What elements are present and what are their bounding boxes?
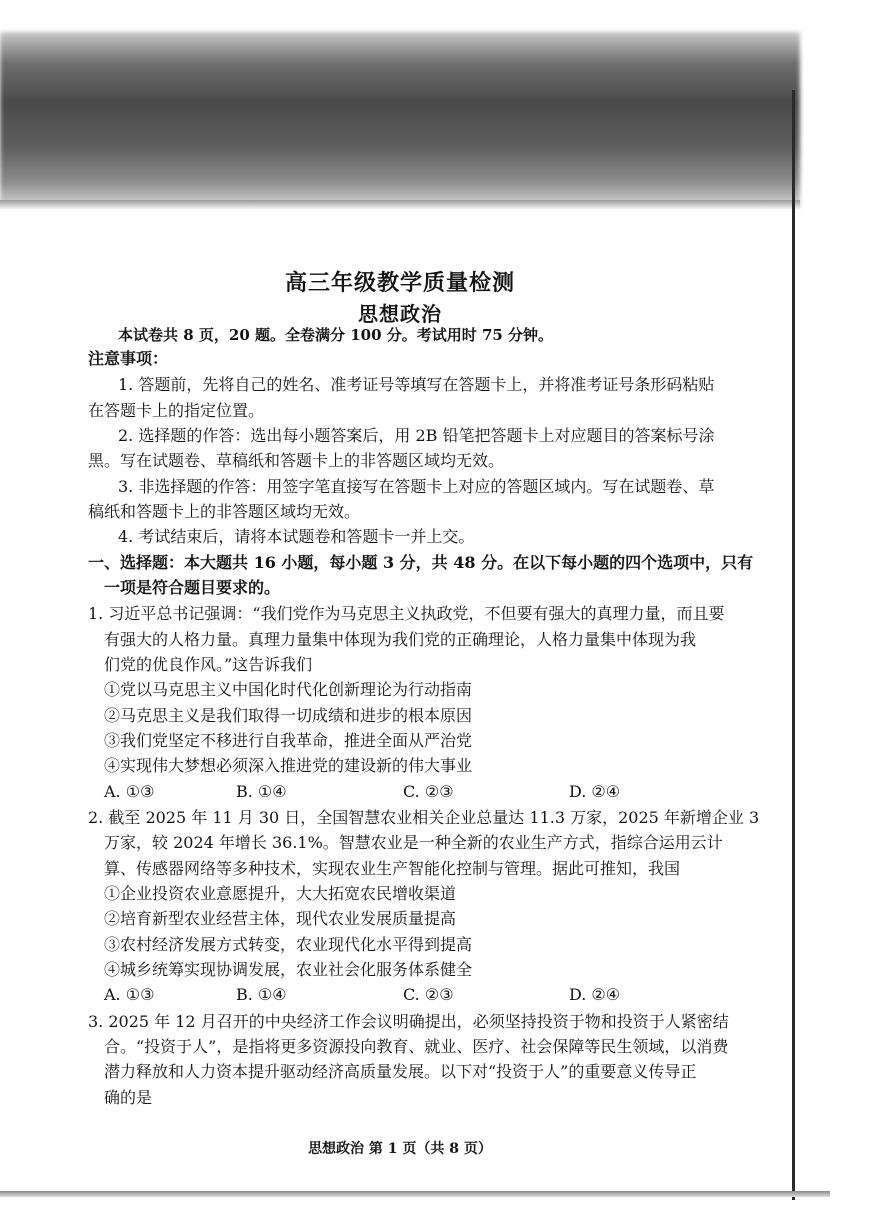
notice-item-2-line-2: 黑。写在试题卷、草稿纸和答题卡上的非答题区域均无效。 xyxy=(88,451,505,470)
q2-statement-2: ②培育新型农业经营主体，现代农业发展质量提高 xyxy=(104,909,457,928)
exam-intro: 本试卷共 8 页，20 题。全卷满分 100 分。考试用时 75 分钟。 xyxy=(118,326,554,344)
page-bottom-edge xyxy=(0,1191,830,1197)
exam-title: 高三年级教学质量检测 xyxy=(284,270,515,296)
q1-statement-2: ②马克思主义是我们取得一切成绩和进步的根本原因 xyxy=(104,706,473,725)
notice-heading: 注意事项： xyxy=(88,349,169,368)
q1-option-c: C. ②③ xyxy=(403,782,454,801)
q1-stem-line-1: 1. 习近平总书记强调：“我们党作为马克思主义执政党，不但要有强大的真理力量，而且要 xyxy=(88,604,725,623)
q2-option-b: B. ①④ xyxy=(236,985,287,1004)
page-footer: 思想政治 第 1 页（共 8 页） xyxy=(308,1141,492,1157)
notice-item-1-line-2: 在答题卡上的指定位置。 xyxy=(88,401,265,420)
q1-option-b: B. ①④ xyxy=(236,782,287,801)
q3-stem-line-4: 确的是 xyxy=(104,1088,153,1107)
q1-stem-line-3: 们党的优良作风。”这告诉我们 xyxy=(104,655,313,674)
section-1-heading-line-2: 一项是符合题目要求的。 xyxy=(104,578,281,597)
q1-statement-4: ④实现伟大梦想必须深入推进党的建设新的伟大事业 xyxy=(104,756,473,775)
q2-statement-1: ①企业投资农业意愿提升，大大拓宽农民增收渠道 xyxy=(104,884,457,903)
q3-stem-line-3: 潜力释放和人力资本提升驱动经济高质量发展。以下对“投资于人”的重要意义传导正 xyxy=(104,1062,697,1081)
q2-statement-3: ③农村经济发展方式转变，农业现代化水平得到提高 xyxy=(104,935,473,954)
q2-option-c: C. ②③ xyxy=(403,985,454,1004)
notice-item-3-line-1: 3. 非选择题的作答：用签字笔直接写在答题卡上对应的答题区域内。写在试题卷、草 xyxy=(118,477,715,496)
notice-item-1-line-1: 1. 答题前，先将自己的姓名、准考证号等填写在答题卡上，并将准考证号条形码粘贴 xyxy=(118,375,715,394)
q2-statement-4: ④城乡统筹实现协调发展，农业社会化服务体系健全 xyxy=(104,960,473,979)
q2-stem-line-3: 算、传感器网络等多种技术，实现农业生产智能化控制与管理。据此可推知，我国 xyxy=(104,859,681,878)
q1-stem-line-2: 有强大的人格力量。真理力量集中体现为我们党的正确理论，人格力量集中体现为我 xyxy=(104,630,697,649)
section-1-heading-line-1: 一、选择题：本大题共 16 小题，每小题 3 分，共 48 分。在以下每小题的四个选项中，只有 xyxy=(88,553,754,572)
q3-stem-line-2: 合。“投资于人”，是指将更多资源投向教育、就业、医疗、社会保障等民生领域，以消费 xyxy=(104,1037,729,1056)
notice-item-2-line-1: 2. 选择题的作答：选出每小题答案后，用 2B 铅笔把答题卡上对应题目的答案标号涂 xyxy=(118,426,715,445)
q2-option-a: A. ①③ xyxy=(104,985,155,1004)
q3-stem-line-1: 3. 2025 年 12 月召开的中央经济工作会议明确提出，必须坚持投资于物和投资于人紧密结 xyxy=(88,1012,729,1031)
q2-option-d: D. ②④ xyxy=(569,985,621,1004)
q2-stem-line-1: 2. 截至 2025 年 11 月 30 日，全国智慧农业相关企业总量达 11.3 万家，2025 年新增企业 3 xyxy=(88,808,760,827)
q1-option-d: D. ②④ xyxy=(569,782,621,801)
notice-item-3-line-2: 稿纸和答题卡上的非答题区域均无效。 xyxy=(88,502,361,521)
subject-title: 思想政治 xyxy=(358,302,442,326)
q1-statement-1: ①党以马克思主义中国化时代化创新理论为行动指南 xyxy=(104,680,473,699)
q1-option-a: A. ①③ xyxy=(104,782,155,801)
notice-item-4: 4. 考试结束后，请将本试题卷和答题卡一并上交。 xyxy=(118,527,475,546)
q1-statement-3: ③我们党坚定不移进行自我革命，推进全面从严治党 xyxy=(104,731,473,750)
scan-shadow-edge xyxy=(0,200,800,210)
q2-stem-line-2: 万家，较 2024 年增长 36.1%。智慧农业是一种全新的农业生产方式，指综合运用云计 xyxy=(104,833,723,852)
scan-shadow xyxy=(0,32,800,208)
page-right-edge xyxy=(792,90,795,1200)
